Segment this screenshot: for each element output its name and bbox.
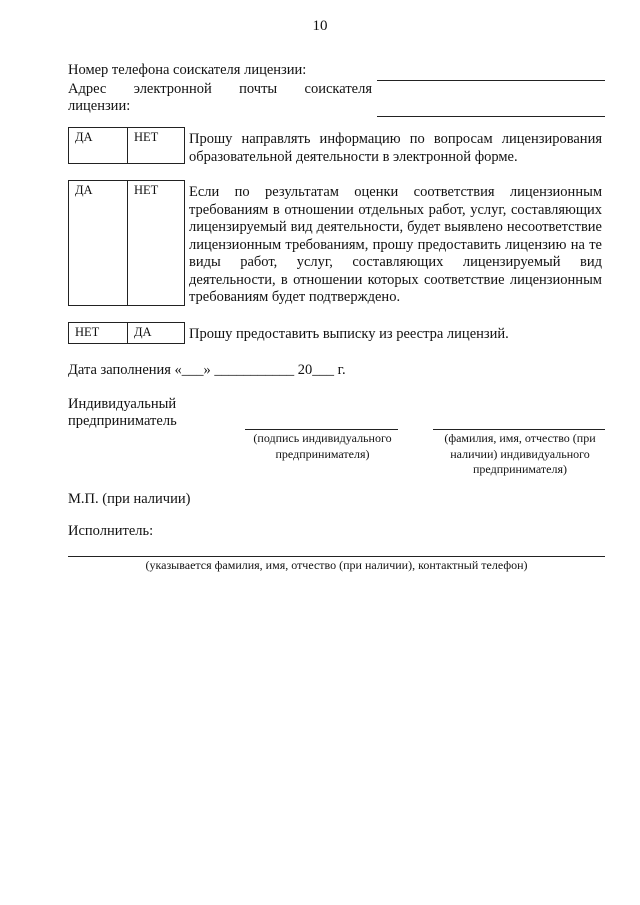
request-3-text: Прошу предоставить выписку из реестра лицензий. — [189, 326, 509, 342]
full-name-line[interactable] — [433, 429, 605, 430]
request-1-text: Прошу направлять информацию по вопросам лицензирования образовательной деятельности в электронной форме. — [189, 131, 602, 165]
request-1-choice-box — [68, 127, 185, 164]
request-2-text: Если по результатам оценки соответствия лицензионным требованиям в отношении отдельных работ, услуг, составляющих лицензируемый вид деятельности, будет выявлено несоответствие лицензионным требованиям, прошу предоставить лицензию на те виды работ, услуг, составляющих лицензируемый вид деятельности, в отношении которых соответствие лицензионным требованиям будет подтверждено. — [189, 184, 602, 305]
signature-role-line1: Индивидуальный — [68, 396, 177, 412]
fill-date[interactable]: Дата заполнения «___» ___________ 20___ г. — [68, 362, 346, 378]
executor-caption: (указывается фамилия, имя, отчество (при наличии), контактный телефон) — [145, 558, 528, 572]
email-label-line2: лицензии: — [68, 98, 131, 114]
signature-caption: (подпись индивидуального предпринимателя) — [253, 431, 392, 461]
email-field-line[interactable] — [377, 116, 605, 117]
full-name-caption: (фамилия, имя, отчество (при наличии) индивидуального предпринимателя) — [444, 431, 596, 476]
signature-line[interactable] — [245, 429, 398, 430]
request-1-option-no[interactable]: НЕТ — [134, 130, 159, 144]
request-3-choice-box — [68, 322, 185, 344]
request-1-option-yes[interactable]: ДА — [69, 128, 128, 163]
signature-role-line2: предприниматель — [68, 413, 177, 429]
phone-field-line[interactable] — [377, 80, 605, 81]
request-2-option-no[interactable]: НЕТ — [134, 183, 159, 197]
executor-line[interactable] — [68, 556, 605, 557]
page-number: 10 — [312, 18, 328, 34]
request-2-choice-box — [68, 180, 185, 306]
request-3-option-no[interactable]: НЕТ — [69, 323, 128, 343]
request-2-option-yes[interactable]: ДА — [69, 181, 128, 305]
request-3-option-yes[interactable]: ДА — [134, 325, 152, 339]
executor-label: Исполнитель: — [68, 523, 154, 539]
phone-label: Номер телефона соискателя лицензии: — [68, 62, 307, 78]
stamp-label: М.П. (при наличии) — [68, 491, 191, 507]
email-label-line1: Адрес электронной почты соискателя — [68, 81, 372, 97]
